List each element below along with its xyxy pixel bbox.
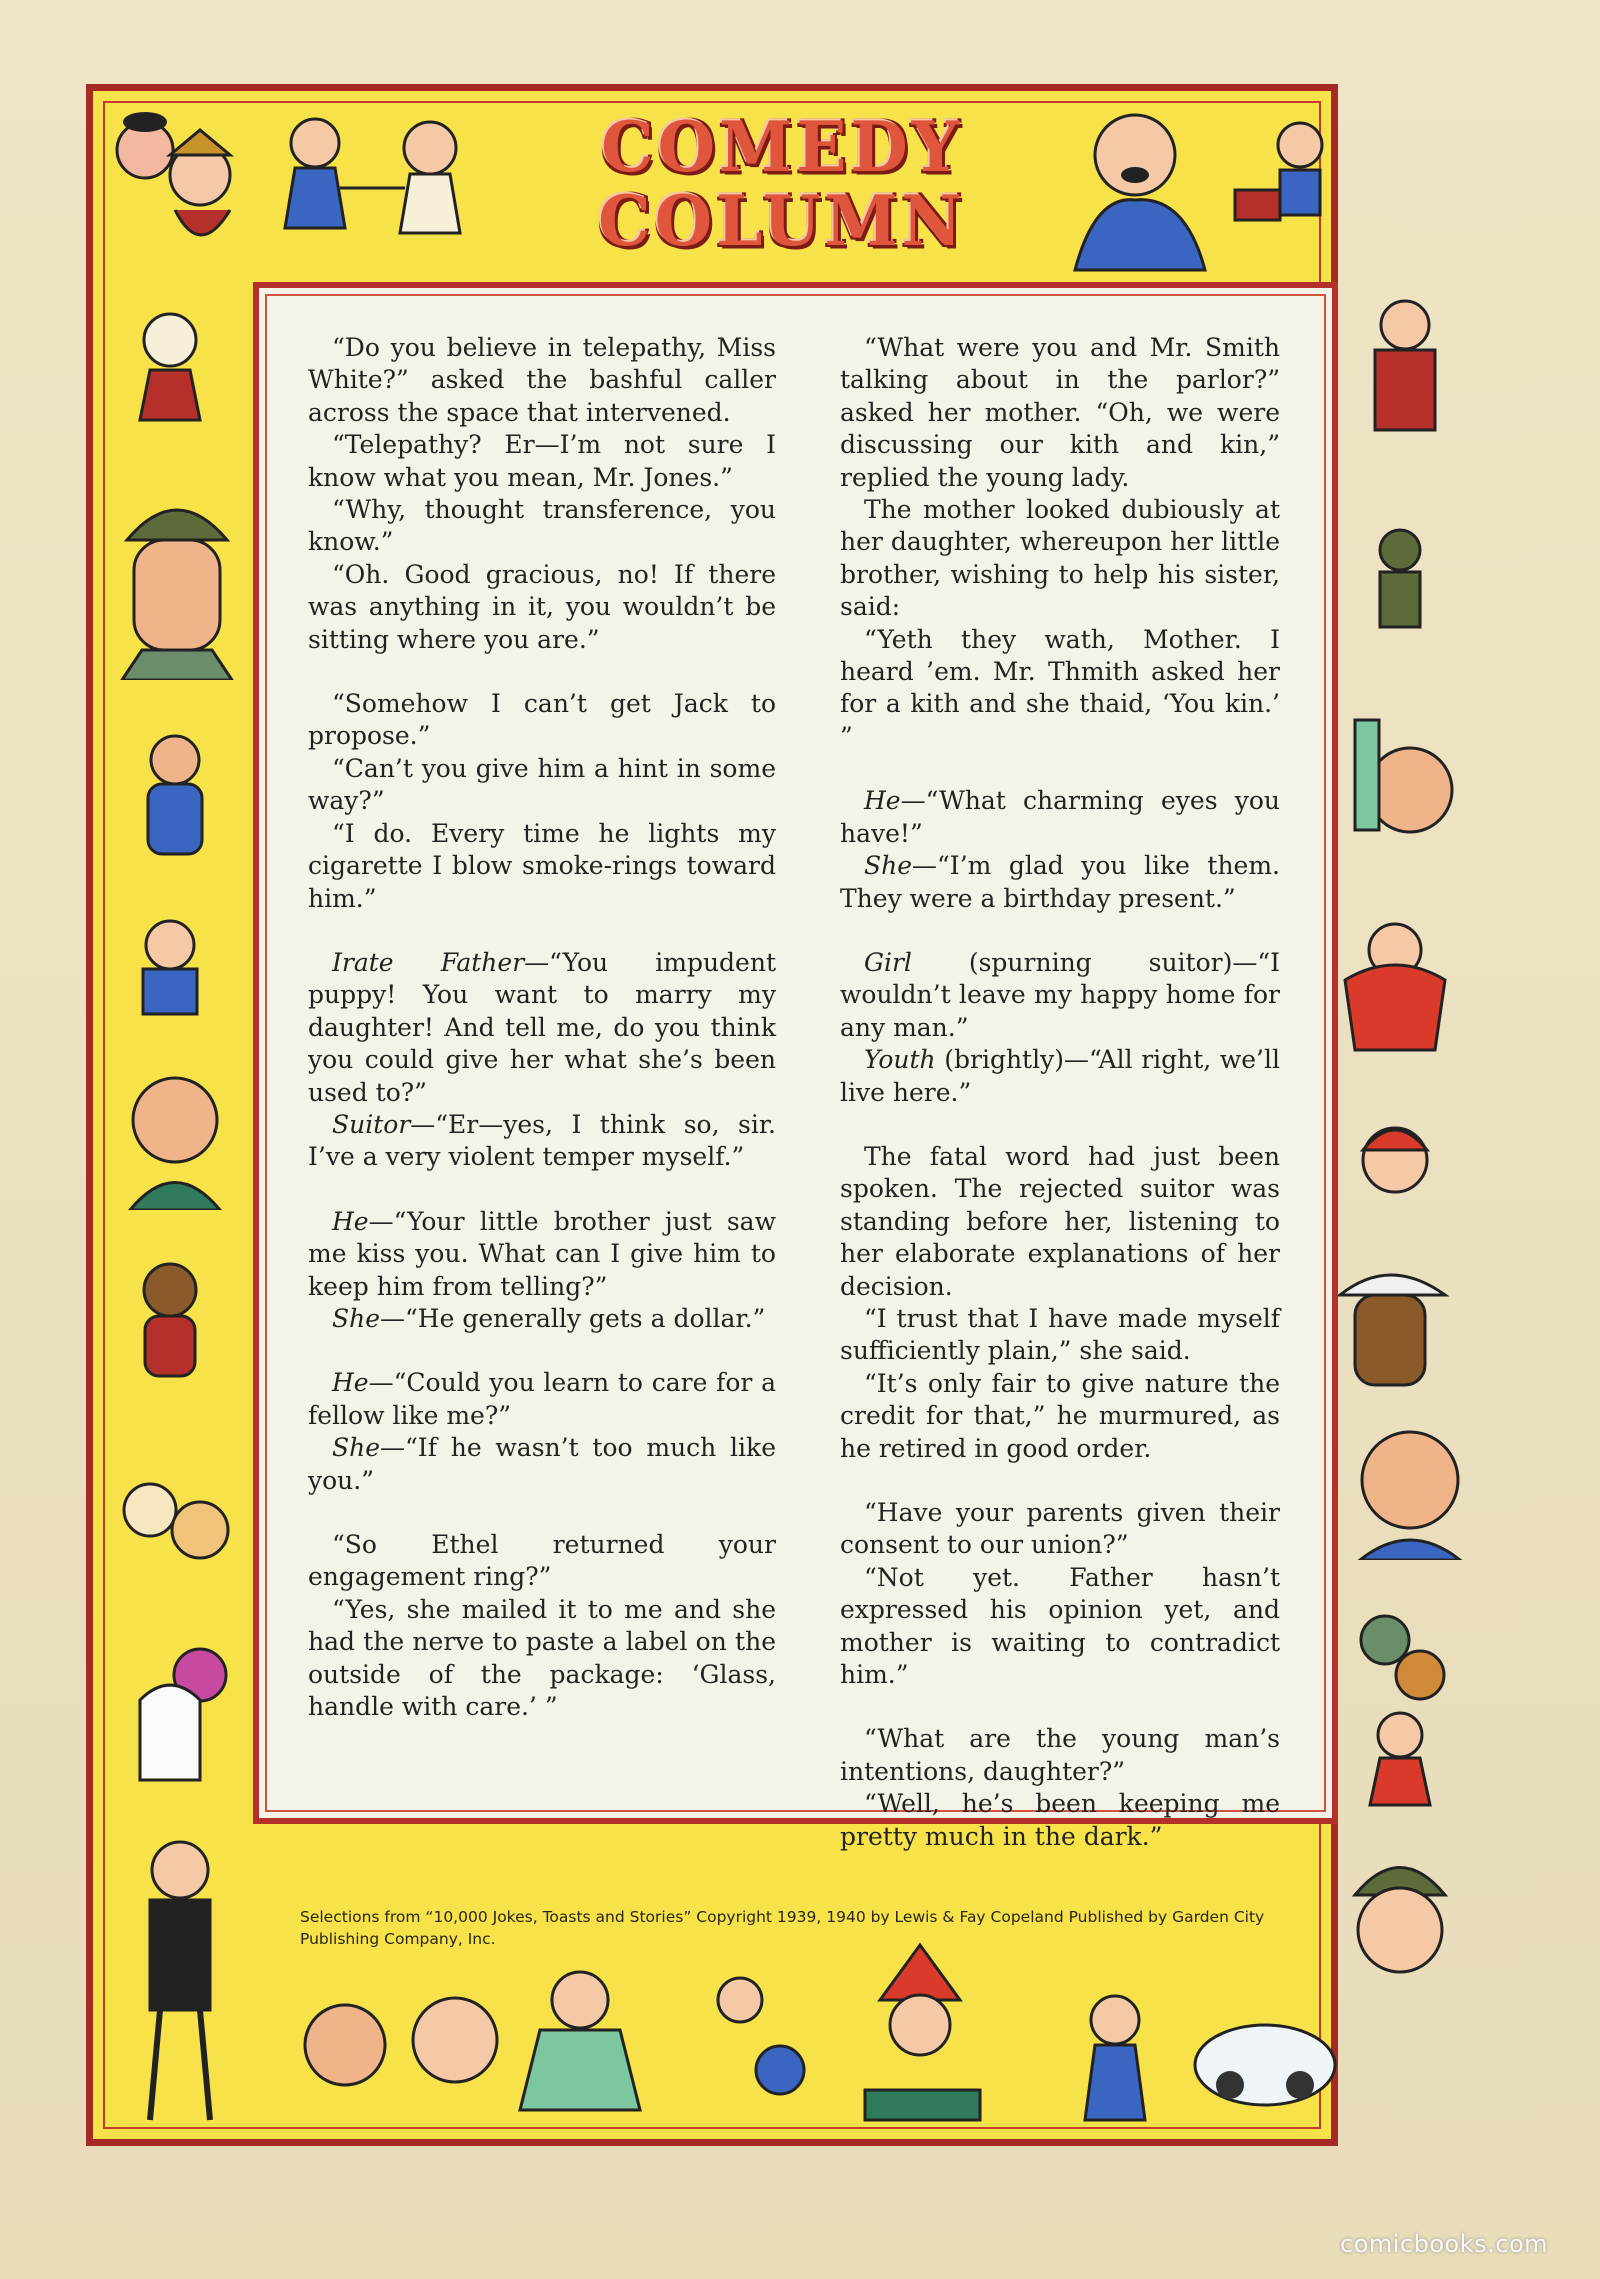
joke-paragraph: [840, 850, 1280, 915]
joke-text: The mother looked dubiously at her daughter, whereupon her little brother, wishing to help his sister, said:: [840, 495, 1280, 622]
left-text-column: [308, 332, 776, 1755]
ghost-flowers-cartoon-icon: [115, 1640, 235, 1790]
joke-paragraph: [308, 332, 776, 429]
joke-text: “What were you and Mr. Smith talking about in the parlor?” asked her mother. “Oh, we were discussing our kith and kin,” replied the young lady.: [840, 333, 1280, 492]
joke-paragraph: [840, 1044, 1280, 1109]
joke-paragraph: [308, 1303, 776, 1335]
joke-text: “Why, thought transference, you know.”: [308, 495, 776, 557]
pixies-cartoon-icon: [690, 1960, 820, 2120]
joke-paragraph: [840, 1497, 1280, 1562]
joke-text: “Do you believe in telepathy, Miss White?” asked the bashful caller across the space that intervened.: [308, 333, 776, 427]
joke-text: —“Could you learn to care for a fellow like me?”: [308, 1368, 776, 1430]
joke-text: The fatal word had just been spoken. The rejected suitor was standing before her, listening to her elaborate explanations of her decision.: [840, 1141, 1280, 1301]
page-title: [552, 106, 1012, 262]
man-face-cartoon-icon: [1340, 1410, 1470, 1560]
woman-seated-cartoon-icon: [1350, 290, 1460, 440]
joke-paragraph: [840, 494, 1280, 624]
couple-cartoon-icon: [100, 100, 250, 260]
joke-block: [840, 1497, 1280, 1691]
joke-block: [840, 1723, 1280, 1853]
speaker-label: Irate Father: [332, 947, 525, 977]
joke-text: —“Er—yes, I think so, sir. I’ve a very violent temper myself.”: [308, 1109, 776, 1172]
boy-sitting-cartoon-icon: [510, 1960, 660, 2120]
speaker-label: He: [864, 786, 901, 816]
joke-paragraph: [308, 947, 776, 1109]
joke-paragraph: [308, 559, 776, 656]
joke-paragraph: [308, 818, 776, 915]
joke-paragraph: [840, 1562, 1280, 1692]
grandpa-cartoon-icon: [1345, 700, 1465, 880]
joke-paragraph: [840, 1788, 1280, 1853]
kids-cartoon-icon: [260, 108, 500, 248]
joke-text: “Oh. Good gracious, no! If there was anything in it, you wouldn’t be sitting where you are.”: [308, 559, 776, 654]
joke-paragraph: [308, 1432, 776, 1497]
joke-paragraph: [840, 624, 1280, 754]
title-line-1: COMEDY: [601, 106, 963, 188]
joke-block: [840, 1141, 1280, 1465]
swimsuit-woman-cartoon-icon: [110, 1830, 250, 2130]
joke-paragraph: [840, 1303, 1280, 1368]
joke-text: “Somehow I can’t get Jack to propose.”: [308, 689, 776, 751]
joke-text: “I do. Every time he lights my cigarette I blow smoke-rings toward him.”: [308, 818, 776, 913]
joke-paragraph: [308, 1109, 776, 1174]
animals-cartoon-icon: [110, 1460, 240, 1600]
joke-text: “Can’t you give him a hint in some way?”: [308, 753, 776, 816]
joke-paragraph: [840, 1368, 1280, 1465]
joke-paragraph: [308, 1367, 776, 1432]
joke-text: (spurning suitor)—“I wouldn’t leave my happy home for any man.”: [840, 947, 1280, 1042]
joke-text: —“What charming eyes you have!”: [840, 786, 1280, 848]
joke-text: —“You impudent puppy! You want to marry my daughter! And tell me, do you think you could give her what she’s been used to?”: [308, 947, 776, 1107]
joke-paragraph: [840, 1723, 1280, 1788]
copyright-credit: Selections from “10,000 Jokes, Toasts and Stories” Copyright 1939, 1940 by Lewis & Fay Copeland Published by Garden City Publishing Company, Inc.: [300, 1908, 1265, 1948]
joke-text: “What are the young man’s intentions, daughter?”: [840, 1724, 1280, 1786]
speaker-label: She: [332, 1303, 381, 1333]
joke-paragraph: [840, 1141, 1280, 1303]
joke-paragraph: [308, 1206, 776, 1303]
joke-block: [840, 947, 1280, 1109]
speaker-label: Youth: [864, 1045, 936, 1075]
joke-text: —“I’m glad you like them. They were a birthday present.”: [840, 851, 1280, 913]
site-watermark: comicbooks.com: [1340, 2230, 1549, 2258]
speaker-label: He: [332, 1206, 369, 1236]
joke-text: —“He generally gets a dollar.”: [380, 1303, 766, 1333]
heads-cartoon-icon: [290, 1970, 520, 2120]
joke-paragraph: [308, 1594, 776, 1724]
joke-block: [308, 1529, 776, 1723]
joke-text: “Yes, she mailed it to me and she had the nerve to paste a label on the outside of the package: ‘Glass, handle with care.’ ”: [308, 1594, 776, 1722]
joke-text: —“Your little brother just saw me kiss you. What can I give him to keep him from telling?”: [308, 1206, 776, 1301]
joke-paragraph: [308, 753, 776, 818]
joke-paragraph: [308, 429, 776, 494]
joke-text: “I trust that I have made myself sufficiently plain,” she said.: [840, 1303, 1280, 1366]
speaker-label: She: [864, 851, 913, 881]
goggles-boy-cartoon-icon: [1340, 1840, 1460, 1990]
title-line-2: COLUMN: [598, 180, 966, 262]
hobo-cartoon-icon: [120, 720, 230, 870]
jalopy-cartoon-icon: [1190, 2010, 1340, 2120]
joke-block: [308, 688, 776, 915]
joke-block: [308, 947, 776, 1174]
speaker-label: He: [332, 1368, 369, 1398]
redhead-cartoon-icon: [1345, 1110, 1445, 1230]
joke-paragraph: [840, 947, 1280, 1044]
speaker-label: Girl: [864, 947, 912, 977]
little-girl-cartoon-icon: [1355, 1700, 1445, 1810]
mower-cartoon-icon: [1230, 110, 1340, 250]
speaker-label: Suitor: [332, 1109, 411, 1139]
joke-paragraph: [840, 785, 1280, 850]
joke-text: “Well, he’s been keeping me pretty much in the dark.”: [840, 1789, 1280, 1851]
right-text-column: [840, 332, 1280, 1885]
joke-paragraph: [308, 494, 776, 559]
joke-paragraph: [840, 332, 1280, 494]
joke-paragraph: [308, 688, 776, 753]
joke-text: (brightly)—“All right, we’ll live here.”: [840, 1045, 1280, 1107]
soldier-cartoon-icon: [112, 480, 242, 680]
joke-text: “It’s only fair to give nature the credit for that,” he murmured, as he retired in good order.: [840, 1368, 1280, 1463]
joke-text: —“If he wasn’t too much like you.”: [308, 1433, 776, 1495]
bear-cartoon-icon: [120, 1250, 220, 1390]
girl-bow-cartoon-icon: [1065, 1980, 1165, 2130]
joke-text: “Yeth they wath, Mother. I heard ’em. Mr. Thmith asked her for a kith and she thaid, ‘You kin.’ ”: [840, 624, 1280, 751]
girl-in-chair-cartoon-icon: [1335, 910, 1455, 1060]
soldier-running-cartoon-icon: [1350, 520, 1450, 640]
joke-block: [308, 332, 776, 656]
sailor-cartoon-icon: [1330, 1250, 1450, 1400]
joke-paragraph: [308, 1529, 776, 1594]
speaker-label: She: [332, 1433, 381, 1463]
boy-cartoon-icon: [115, 905, 225, 1025]
joke-text: “So Ethel returned your engagement ring?”: [308, 1530, 776, 1592]
old-man-cartoon-icon: [1055, 100, 1225, 280]
smiling-man-cartoon-icon: [110, 1060, 240, 1210]
joke-block: [840, 785, 1280, 915]
joke-block: [308, 1206, 776, 1336]
joke-text: “Have your parents given their consent to our union?”: [840, 1498, 1280, 1560]
bird-cartoon-icon: [120, 300, 220, 430]
joke-text: “Telepathy? Er—I’m not sure I know what you mean, Mr. Jones.”: [308, 430, 776, 492]
joke-block: [840, 332, 1280, 753]
joke-text: “Not yet. Father hasn’t expressed his opinion yet, and mother is waiting to contradict him.”: [840, 1562, 1280, 1690]
gnome-cartoon-icon: [845, 1940, 995, 2130]
joke-block: [308, 1367, 776, 1497]
